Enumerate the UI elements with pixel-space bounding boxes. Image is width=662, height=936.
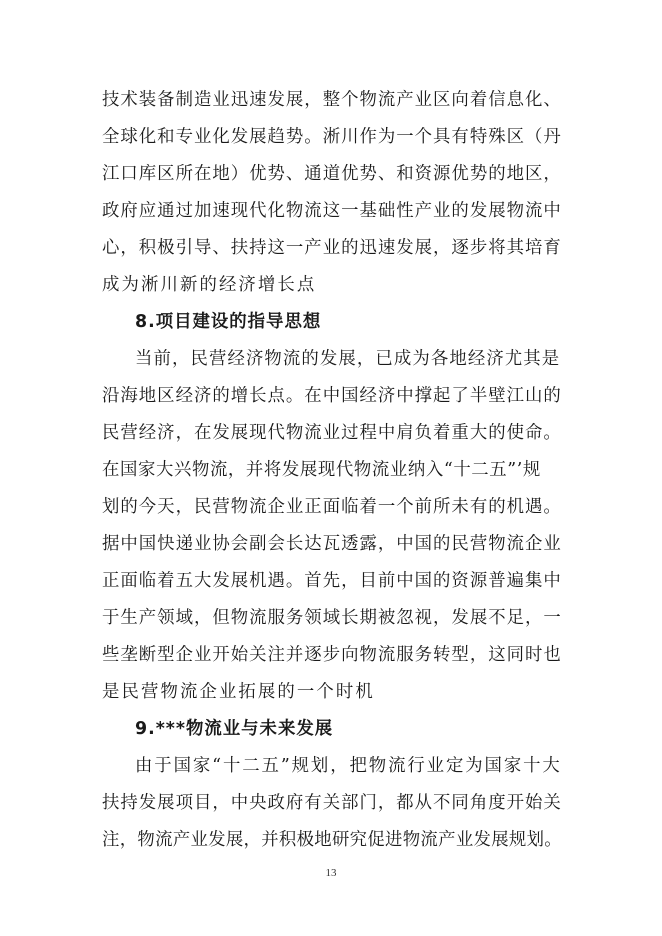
paragraph-2-line-4: 在国家大兴物流，并将发展现代物流业纳入“十二五”’规 [102,460,541,480]
paragraph-2-line-9: 些垄断型企业开始关注并逐步向物流服务转型，这同时也 [102,645,562,665]
paragraph-2-line-6: 据中国快递业协会副会长达瓦透露，中国的民营物流企业 [102,534,562,554]
paragraph-2-line-10: 是民营物流企业拓展的一个时机 [102,682,375,702]
paragraph-1-line-6: 成为淅川新的经济增长点 [102,275,317,295]
paragraph-1-line-1: 技术装备制造业迅速发展，整个物流产业区向着信息化、 [102,90,562,110]
paragraph-3-line-3: 注，物流产业发展，并积极地研究促进物流产业发展规划。 [102,830,562,850]
page-number: 13 [325,867,337,879]
section-heading-8: 8.项目建设的指导思想 [135,312,322,332]
paragraph-2-line-2: 沿海地区经济的增长点。在中国经济中撑起了半壁江山的 [102,386,562,406]
paragraph-2-line-5: 划的今天，民营物流企业正面临着一个前所未有的机遇。 [102,497,562,517]
paragraph-3-line-1: 由于国家“十二五”规划，把物流行业定为国家十大 [135,756,562,776]
paragraph-3-line-2: 扶持发展项目，中央政府有关部门，都从不同角度开始关 [102,793,562,813]
paragraph-1-line-5: 心，积极引导、扶持这一产业的迅速发展，逐步将其培育 [102,238,562,258]
paragraph-1-line-4: 政府应通过加速现代化物流这一基础性产业的发展物流中 [102,201,562,221]
paragraph-1-line-2: 全球化和专业化发展趋势。淅川作为一个具有特殊区（丹 [102,127,562,147]
section-heading-9: 9.***物流业与未来发展 [135,719,334,739]
paragraph-2-line-1: 当前，民营经济物流的发展，已成为各地经济尤其是 [135,349,561,369]
paragraph-2-line-8: 于生产领域，但物流服务领域长期被忽视，发展不足，一 [102,608,562,628]
paragraph-2-line-7: 正面临着五大发展机遇。首先，目前中国的资源普遍集中 [102,571,562,591]
paragraph-2-line-3: 民营经济，在发展现代物流业过程中肩负着重大的使命。 [102,423,562,443]
paragraph-1-line-3: 江口库区所在地）优势、通道优势、和资源优势的地区， [102,164,562,184]
